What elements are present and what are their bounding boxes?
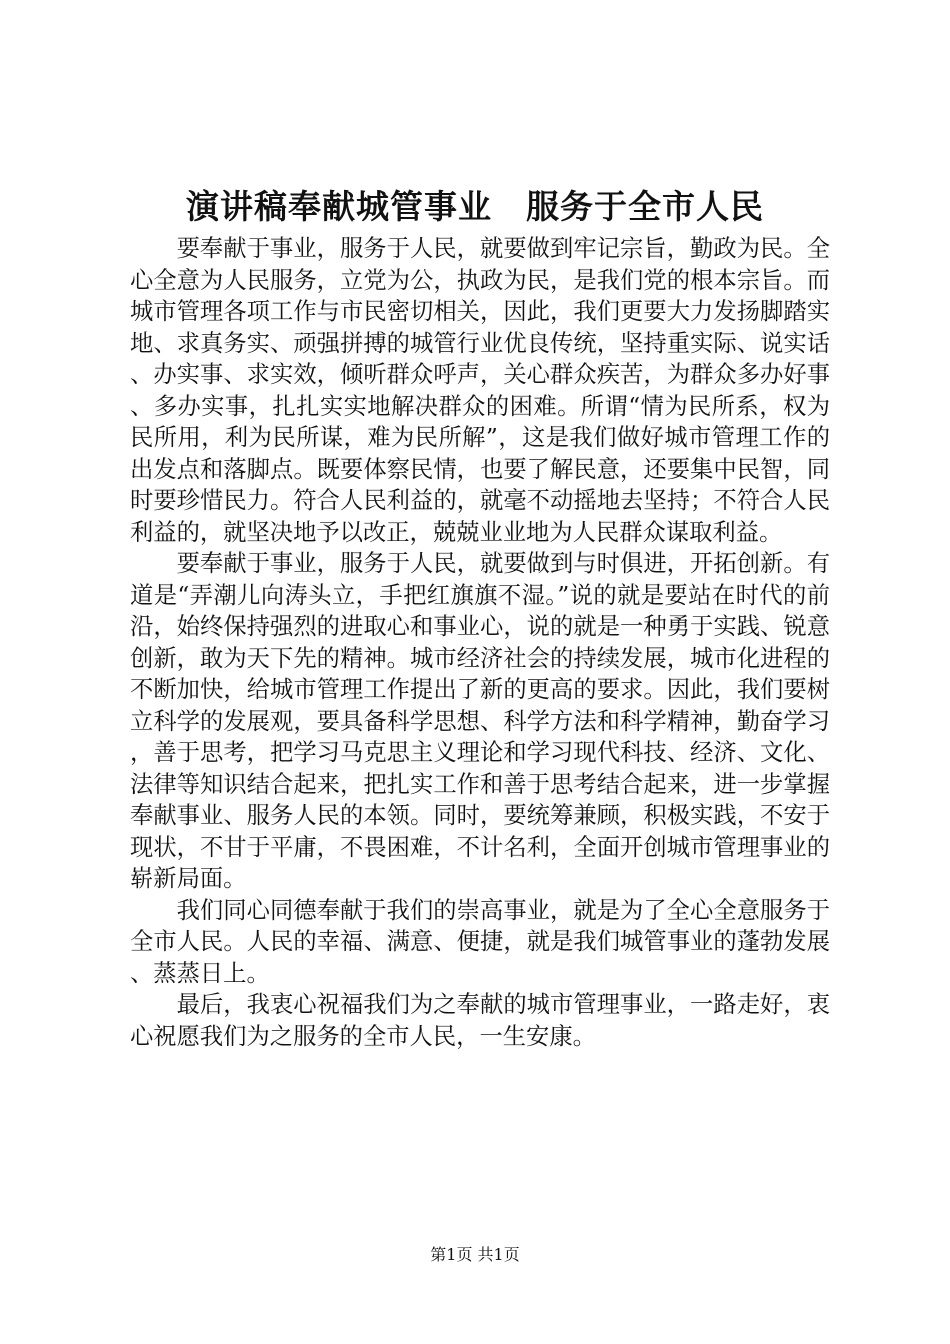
paragraph: 最后，我衷心祝福我们为之奉献的城市管理事业，一路走好，衷心祝愿我们为之服务的全市人民，一生安康。	[130, 991, 830, 1050]
paragraph: 我们同心同德奉献于我们的崇高事业，就是为了全心全意服务于全市人民。人民的幸福、满意、便捷，就是我们城管事业的蓬勃发展、蒸蒸日上。	[130, 896, 830, 987]
document-body	[130, 233, 830, 1052]
document-title: 演讲稿奉献城管事业 服务于全市人民	[186, 187, 764, 226]
paragraph: 要奉献于事业，服务于人民，就要做到与时俱进，开拓创新。有道是“弄潮儿向涛头立，手把红旗旗不湿。”说的就是要站在时代的前沿，始终保持强烈的进取心和事业心，说的就是一种勇于实践、锐意创新，敢为天下先的精神。城市经济社会的持续发展，城市化进程的不断加快，给城市管理工作提出了新的更高的要求。因此，我们要树立科学的发展观，要具备科学思想、科学方法和科学精神，勤奋学习，善于思考，把学习马克思主义理论和学习现代科技、经济、文化、法律等知识结合起来，把扎实工作和善于思考结合起来，进一步掌握奉献事业、服务人民的本领。同时，要统筹兼顾，积极实践，不安于现状，不甘于平庸，不畏困难，不计名利，全面开创城市管理事业的崭新局面。	[130, 550, 830, 892]
paragraph: 要奉献于事业，服务于人民，就要做到牢记宗旨，勤政为民。全心全意为人民服务，立党为公，执政为民，是我们党的根本宗旨。而城市管理各项工作与市民密切相关，因此，我们更要大力发扬脚踏实地、求真务实、顽强拼搏的城管行业优良传统，坚持重实际、说实话、办实事、求实效，倾听群众呼声，关心群众疾苦，为群众多办好事、多办实事，扎扎实实地解决群众的困难。所谓“情为民所系，权为民所用，利为民所谋，难为民所解”，这是我们做好城市管理工作的出发点和落脚点。既要体察民情，也要了解民意，还要集中民智，同时要珍惜民力。符合人民利益的，就毫不动摇地去坚持；不符合人民利益的，就坚决地予以改正，兢兢业业地为人民群众谋取利益。	[130, 235, 830, 546]
page-footer: 第1页 共1页	[430, 1245, 520, 1264]
